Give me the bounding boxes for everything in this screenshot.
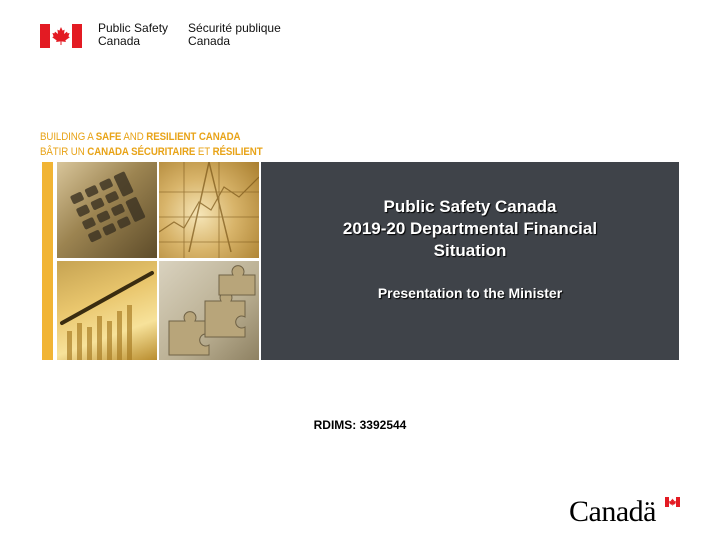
pen-graph-photo bbox=[57, 261, 157, 360]
canada-wordmark bbox=[569, 496, 681, 528]
department-name-en-line2: Canada bbox=[98, 34, 141, 48]
department-name-en bbox=[98, 22, 168, 48]
puzzle-photo bbox=[159, 261, 259, 360]
presentation-title bbox=[261, 196, 679, 262]
department-name-fr-line2: Canada bbox=[188, 34, 231, 48]
title-line-2: 2019-20 Departmental Financial bbox=[342, 219, 598, 238]
fip-signature bbox=[40, 22, 281, 52]
title-panel bbox=[261, 162, 679, 360]
department-name-fr-line1: Sécurité publique bbox=[188, 21, 281, 35]
canada-wordmark-text: Canadä bbox=[569, 495, 656, 528]
title-line-3: Situation bbox=[433, 241, 507, 260]
tagline-fr: BÂTIR UN CANADA SÉCURITAIRE ET RÉSILIENT bbox=[40, 146, 263, 158]
canada-flag-icon bbox=[40, 24, 82, 48]
department-name-fr bbox=[188, 22, 281, 48]
tagline-en: BUILDING A SAFE AND RESILIENT CANADA bbox=[40, 131, 241, 143]
calculator-photo bbox=[57, 162, 157, 258]
gold-accent-strip bbox=[42, 162, 53, 360]
compass-chart-photo bbox=[159, 162, 259, 258]
wordmark-flag-icon bbox=[665, 497, 680, 507]
title-line-1: Public Safety Canada bbox=[383, 197, 557, 216]
department-name-en-line1: Public Safety bbox=[98, 21, 169, 35]
tagline bbox=[40, 130, 263, 160]
presentation-subtitle: Presentation to the Minister bbox=[377, 285, 563, 301]
maple-leaf-icon bbox=[50, 24, 72, 48]
rdims-reference: RDIMS: 3392544 bbox=[313, 418, 407, 432]
